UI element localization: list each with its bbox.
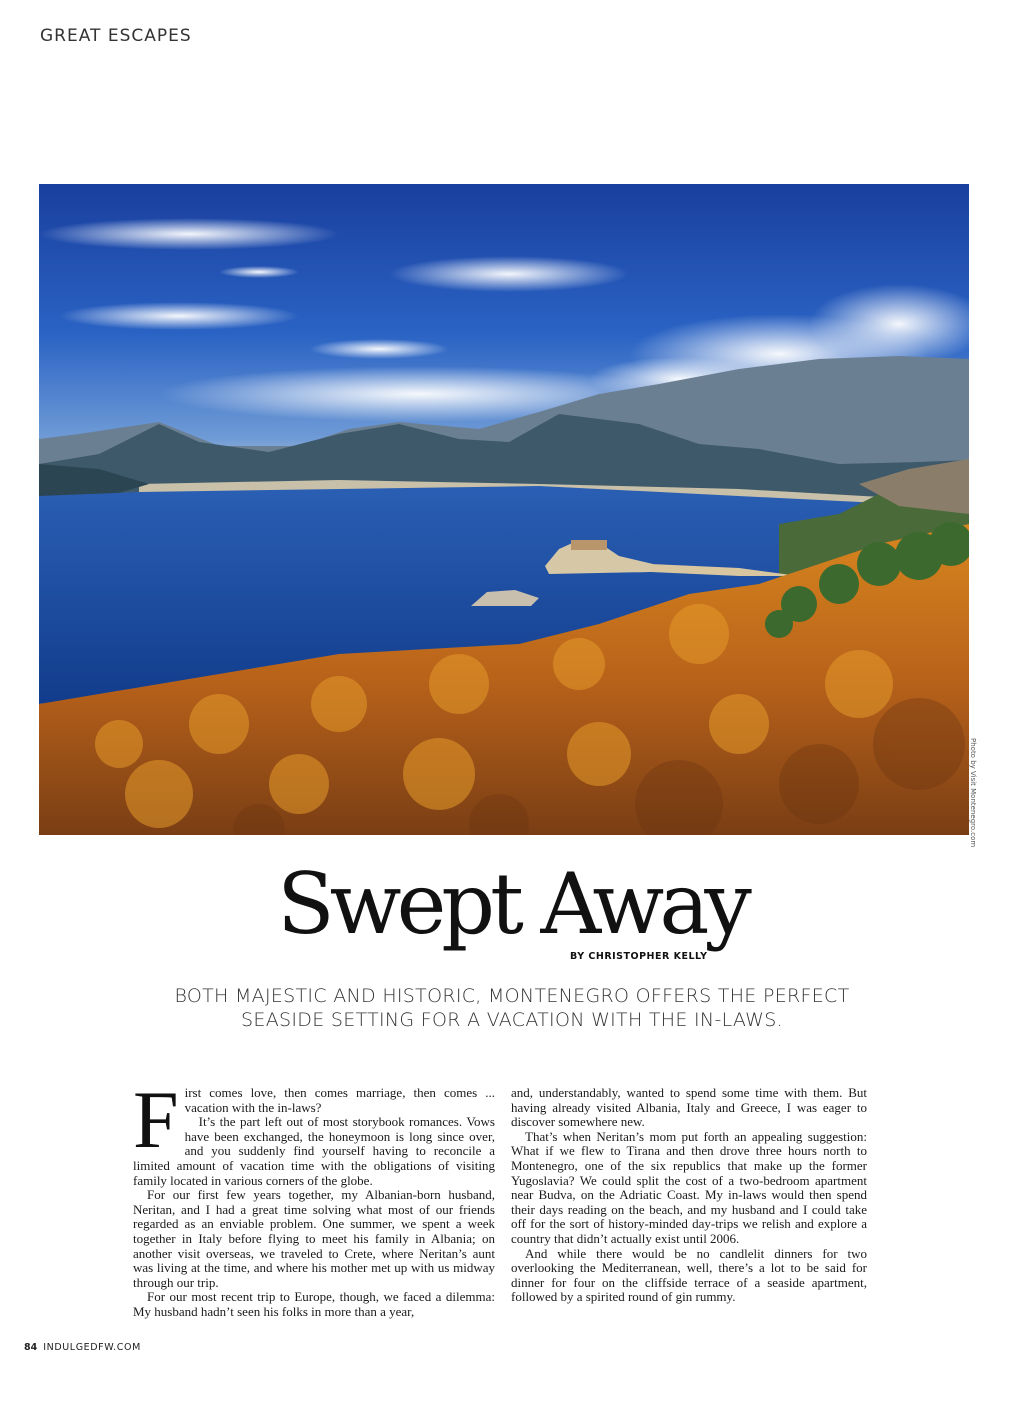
drop-cap: F xyxy=(133,1074,179,1165)
article-dek xyxy=(60,984,964,1032)
body-paragraph: For our most recent trip to Europe, though, we faced a dilemma: My husband hadn’t seen his folks in more than a year, xyxy=(133,1289,495,1319)
dek-line-2: SEASIDE SETTING FOR A VACATION WITH THE IN-LAWS. xyxy=(241,1009,783,1031)
photo-credit xyxy=(968,738,978,848)
section-label: GREAT ESCAPES xyxy=(40,26,192,46)
page-number: 84 xyxy=(24,1342,38,1353)
body-column-left xyxy=(133,1074,495,1320)
hero-photo xyxy=(39,184,969,835)
body-paragraph: and, understandably, wanted to spend some time with them. But having already visited Albania, Italy and Greece, I was eager to discover somewhere new. xyxy=(511,1085,867,1130)
photo-credit-text: Photo by Visit Montenegro.com xyxy=(969,738,977,848)
article-title: Swept Away xyxy=(277,855,747,953)
body-paragraph: And while there would be no candlelit dinners for two overlooking the Mediterranean, well, there’s a lot to be said for dinner for four on the cliffside terrace of a seaside apartment, followed by a spirited round of gin rummy. xyxy=(511,1245,867,1305)
dek-line-1: BOTH MAJESTIC AND HISTORIC, MONTENEGRO OFFERS THE PERFECT xyxy=(174,985,850,1007)
body-paragraph: It’s the part left out of most storybook romances. Vows have been exchanged, the honeymoon is long since over, and you suddenly find yourself having to reconcile a limited amount of vacation time with the obligations of visiting family located in various corners of the globe. xyxy=(133,1114,495,1188)
page-footer xyxy=(24,1342,141,1353)
website-link[interactable]: INDULGEDFW.COM xyxy=(43,1342,141,1353)
byline: BY CHRISTOPHER KELLY xyxy=(570,951,708,962)
paragraph-text: irst comes love, then comes marriage, then comes ... vacation with the in-laws? xyxy=(184,1085,495,1115)
body-paragraph: For our first few years together, my Albanian-born husband, Neritan, and I had a great time solving what most of our friends regarded as an enviable problem. One summer, we spent a week together in Italy before flying to meet his family in Albania; on another visit overseas, we traveled to Crete, where Neritan’s aunt was living at the time, and where his mother met up with us midway through our trip. xyxy=(133,1187,495,1290)
body-paragraph: That’s when Neritan’s mom put forth an appealing suggestion: What if we flew to Tirana and then drove three hours north to Montenegro, one of the six republics that make up the former Yugoslavia? We could split the cost of a two-bedroom apartment near Budva, on the Adriatic Coast. My in-laws would then spend their days reading on the beach, and my husband and I could take off for the sort of history-minded day-trips we relish and explore a country that didn’t actually exist until 2006. xyxy=(511,1128,867,1246)
body-column-right xyxy=(511,1086,867,1305)
